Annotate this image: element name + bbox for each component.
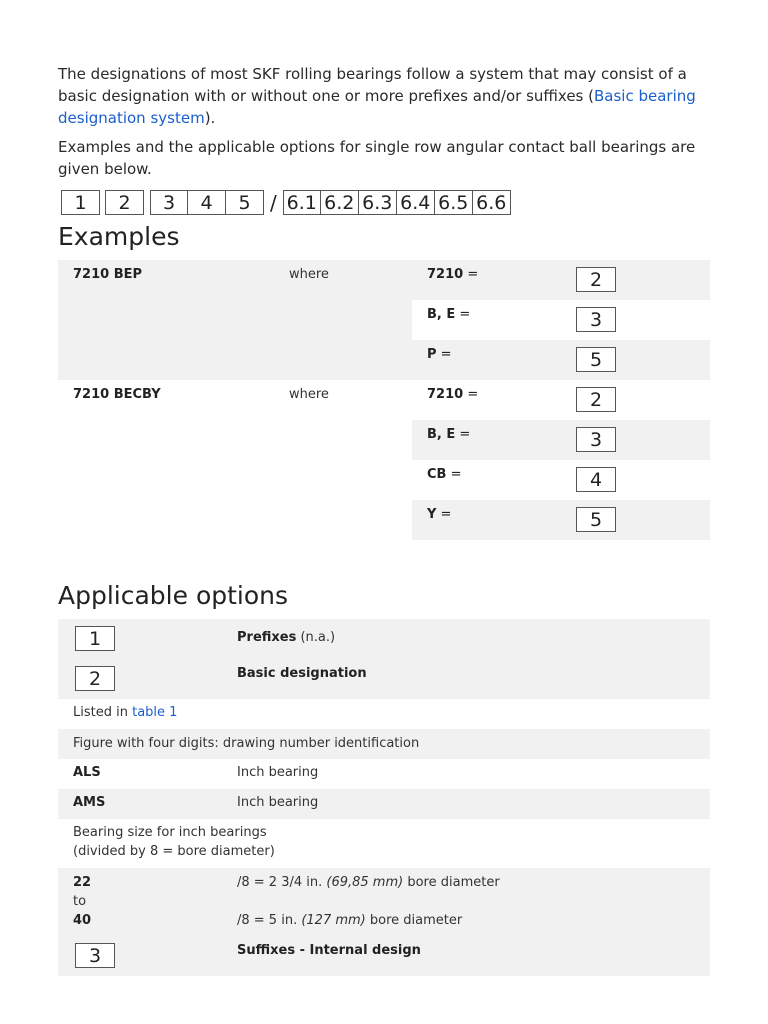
intro-paragraph-2 [58,136,710,180]
box-group-suffix [150,190,264,215]
example-where: where [289,387,329,402]
four-digit-text: Figure with four digits: drawing number identification [73,736,420,751]
example-ref-box: 5 [576,507,616,532]
intro-text: The designations of most SKF rolling bearings follow a system that may consist of a basic designation with or without one or more prefixes and/or suffixes ( [58,65,687,105]
range-to: 40 [73,913,92,928]
example-key: CB = [427,467,462,482]
options-prefix-basic-band [58,619,710,699]
inch-size-line-1: Bearing size for inch bearings [73,825,267,840]
scheme-box: 6.6 [473,190,511,215]
box-group-basic [105,190,144,215]
example-key: 7210 = [427,267,479,282]
als-code: ALS [73,765,101,780]
example-ref-box: 2 [576,267,616,292]
suffixes-label: Suffixes - Internal design [237,943,421,958]
example-key: 7210 = [427,387,479,402]
scheme-box: 6.1 [283,190,321,215]
example-2-row-band [412,500,710,540]
range-to-word: to [73,894,87,909]
example-ref-box: 4 [576,467,616,492]
example-code: 7210 BECBY [73,387,161,402]
scheme-box: 1 [61,190,100,215]
scheme-box: 4 [188,190,226,215]
range-to-desc: /8 = 5 in. (127 mm) bore diameter [237,913,463,928]
als-desc: Inch bearing [237,765,319,780]
example-key: P = [427,347,452,362]
example-where: where [289,267,329,282]
example-1-left-band [58,300,412,380]
intro-text-2: Examples and the applicable options for single row angular contact ball bearings are given below. [58,138,696,178]
options-heading: Applicable options [58,581,289,610]
example-ref-box: 3 [576,307,616,332]
scheme-slash: / [270,190,277,215]
basic-designation-label: Basic designation [237,666,367,681]
designation-scheme [61,190,511,215]
example-code: 7210 BEP [73,267,143,282]
box-group-prefix [61,190,100,215]
table-1-link[interactable]: table 1 [132,705,178,720]
basic-designation-link[interactable]: Basic bearing designation system [58,87,696,127]
inch-size-line-2: (divided by 8 = bore diameter) [73,844,275,859]
basic-ref-box: 2 [75,666,115,691]
scheme-box: 6.4 [397,190,435,215]
scheme-box: 6.3 [359,190,397,215]
range-from-desc: /8 = 2 3/4 in. (69,85 mm) bore diameter [237,875,500,890]
suffix-ref-box: 3 [75,943,115,968]
intro-text-end: ). [204,109,216,127]
ams-band [58,789,710,819]
example-ref-box: 5 [576,347,616,372]
prefix-ref-box: 1 [75,626,115,651]
ams-code: AMS [73,795,106,810]
range-from: 22 [73,875,92,890]
examples-heading: Examples [58,222,180,251]
listed-in-text: Listed in table 1 [73,705,178,720]
intro-paragraph-1 [58,63,710,129]
example-key: B, E = [427,307,471,322]
scheme-box: 3 [150,190,188,215]
scheme-box: 2 [105,190,144,215]
ams-desc: Inch bearing [237,795,319,810]
scheme-box: 6.2 [321,190,359,215]
example-ref-box: 2 [576,387,616,412]
prefixes-label: Prefixes (n.a.) [237,630,336,645]
example-1-row-band [412,340,710,380]
box-group-extended [283,190,511,215]
scheme-box: 6.5 [435,190,473,215]
example-key: Y = [427,507,452,522]
scheme-box: 5 [226,190,264,215]
example-key: B, E = [427,427,471,442]
example-ref-box: 3 [576,427,616,452]
